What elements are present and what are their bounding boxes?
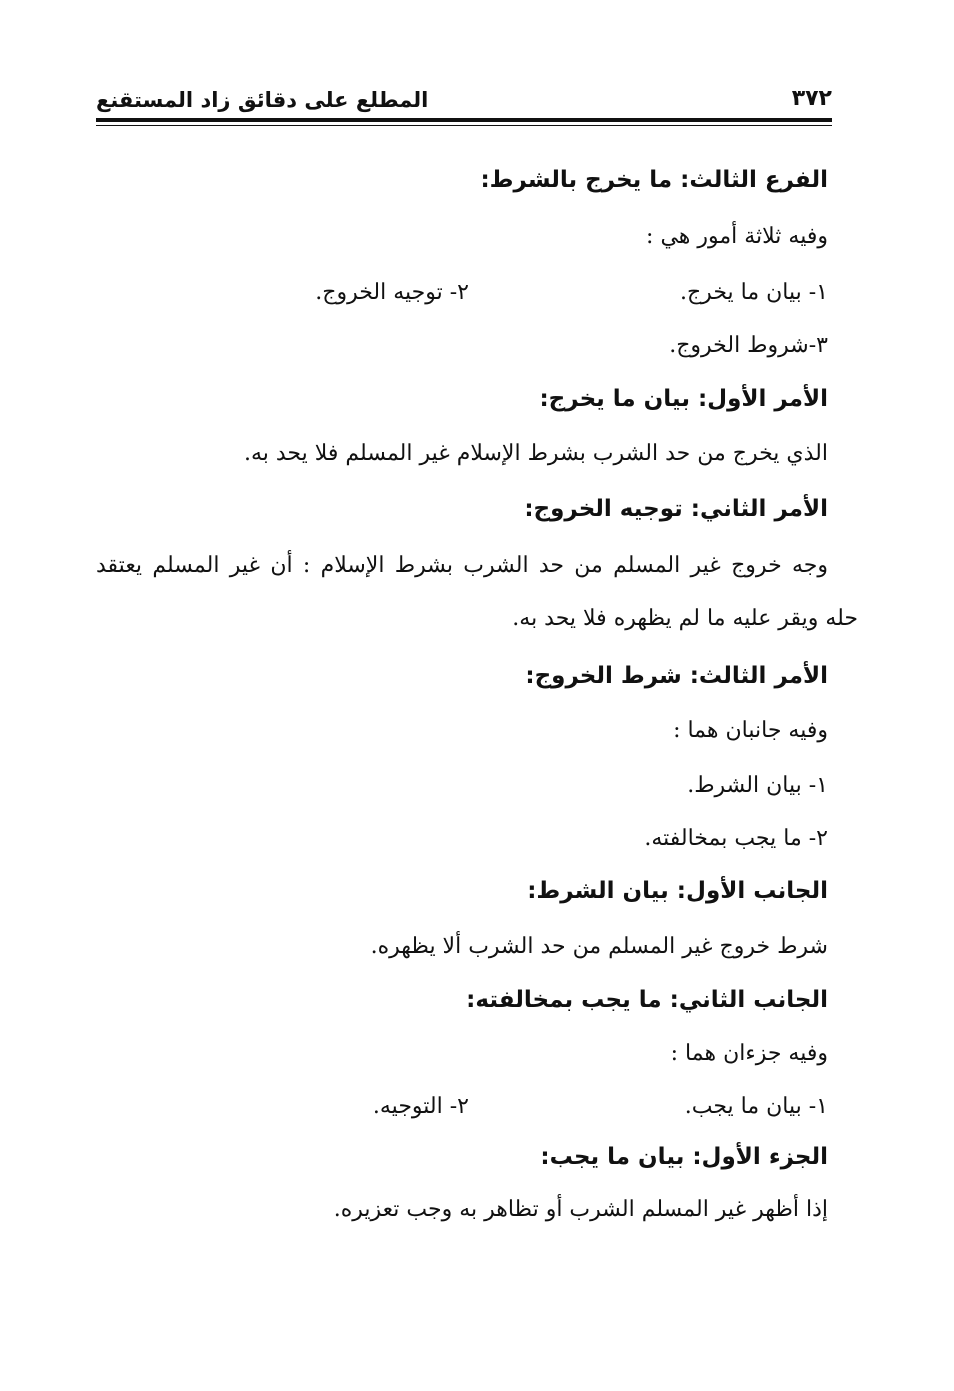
heading-side-2: الجانب الثاني: ما يجب بمخالفته: bbox=[466, 987, 828, 1013]
heading-matter-3: الأمر الثالث: شرط الخروج: bbox=[525, 663, 828, 689]
text-side-1: شرط خروج غير المسلم من حد الشرب ألا يظهره. bbox=[370, 934, 828, 959]
text-matter-2-line-2: حله ويقر عليه ما لم يظهره فلا يحد به. bbox=[512, 606, 858, 631]
heading-part-1: الجزء الأول: بيان ما يجب: bbox=[540, 1144, 828, 1170]
intro-two-parts: وفيه جزءان هما : bbox=[670, 1041, 828, 1066]
list-b-item-1: ١- بيان الشرط. bbox=[687, 773, 828, 798]
heading-matter-2: الأمر الثاني: توجيه الخروج: bbox=[524, 496, 828, 522]
text-matter-2-line-1: وجه خروج غير المسلم من حد الشرب بشرط الإسلام : أن غير المسلم يعتقد bbox=[96, 553, 828, 578]
page-header bbox=[96, 82, 832, 122]
list-c-item-2: ٢- التوجيه. bbox=[372, 1094, 469, 1119]
header-rule-thick bbox=[96, 118, 832, 122]
intro-two-sides: وفيه جانبان هما : bbox=[673, 718, 828, 743]
header-rule-thin bbox=[96, 125, 832, 126]
page-number: ٣٧٢ bbox=[791, 86, 832, 111]
list-a-item-2: ٢- توجيه الخروج. bbox=[315, 280, 469, 305]
list-c-item-1: ١- بيان ما يجب. bbox=[684, 1094, 828, 1119]
list-a-item-1: ١- بيان ما يخرج. bbox=[679, 280, 828, 305]
heading-matter-1: الأمر الأول: بيان ما يخرج: bbox=[539, 386, 828, 412]
text-part-1: إذا أظهر غير المسلم الشرب أو تظاهر به وجب تعزيره. bbox=[333, 1197, 828, 1222]
list-a-item-3: ٣-شروط الخروج. bbox=[669, 333, 828, 358]
intro-three-matters: وفيه ثلاثة أمور هي : bbox=[646, 224, 828, 249]
list-b-item-2: ٢- ما يجب بمخالفته. bbox=[644, 826, 828, 851]
book-title: المطلع على دقائق زاد المستقنع bbox=[96, 88, 429, 112]
text-matter-1: الذي يخرج من حد الشرب بشرط الإسلام غير المسلم فلا يحد به. bbox=[243, 441, 828, 466]
section-heading: الفرع الثالث: ما يخرج بالشرط: bbox=[480, 167, 828, 193]
heading-side-1: الجانب الأول: بيان الشرط: bbox=[527, 878, 828, 904]
